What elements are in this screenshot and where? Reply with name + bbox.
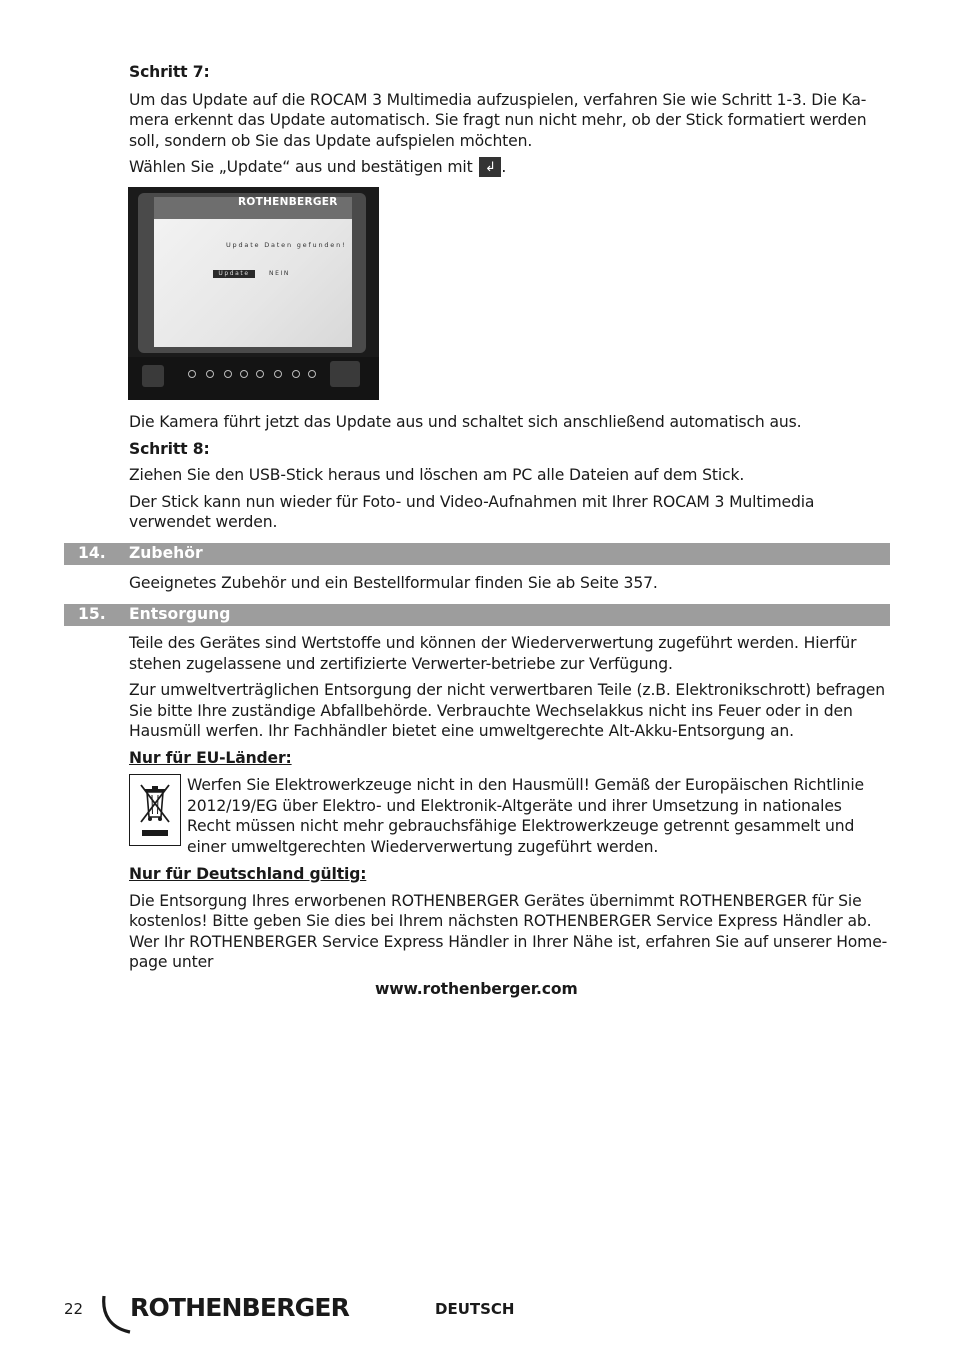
section-14-text: Geeignetes Zubehör und ein Bestellformular finden Sie ab Seite 357. <box>129 574 658 592</box>
eu-line2: 2012/19/EG über Elektro- und Elektronik-Altgeräte und ihrer Umsetzung in nationales <box>187 796 842 815</box>
camera-button-icon <box>256 370 264 378</box>
germany-block <box>129 864 889 999</box>
step8-heading: Schritt 8: <box>129 439 210 458</box>
step7-para1-line1: Um das Update auf die ROCAM 3 Multimedia aufzuspielen, verfahren Sie wie Schritt 1-3. Die Ka- <box>129 90 867 109</box>
step7-para1-line3: soll, sondern ob Sie das Update aufspielen möchten. <box>129 131 533 150</box>
section-14-bar <box>64 543 890 565</box>
page-number: 22 <box>64 1300 84 1318</box>
screen-message: Update Daten gefunden! <box>226 241 347 249</box>
step7-para1-line2: mera erkennt das Update automatisch. Sie fragt nun nicht mehr, ob der Stick formatiert werden <box>129 111 867 129</box>
camera-photo <box>128 187 379 400</box>
camera-knob-left <box>142 365 164 387</box>
camera-button-icon <box>292 370 300 378</box>
step7-heading: Schritt 7: <box>129 63 210 81</box>
camera-button-icon <box>224 370 232 378</box>
after-image-text: Die Kamera führt jetzt das Update aus und schaltet sich anschließend automatisch aus. <box>129 413 802 431</box>
camera-button-icon <box>206 370 214 378</box>
screen-brand: ROTHENBERGER <box>238 196 338 208</box>
section-15-title: Entsorgung <box>129 605 231 623</box>
camera-controls <box>128 357 379 400</box>
step7-block <box>129 62 889 178</box>
camera-knob-right <box>330 361 360 387</box>
weee-bin-icon <box>129 774 181 846</box>
footer-logo: ROTHENBERGER <box>130 1293 350 1322</box>
eu-heading: Nur für EU-Länder: <box>129 748 292 767</box>
de-line4: page unter <box>129 953 214 971</box>
s15-para2-line2: Sie bitte Ihre zuständige Abfallbehörde. Verbrauchte Wechselakkus nicht ins Feuer oder in den <box>129 701 853 720</box>
step8-block <box>129 412 889 533</box>
section-15-bar <box>64 604 890 626</box>
de-heading: Nur für Deutschland gültig: <box>129 865 367 883</box>
section-15-number: 15. <box>78 605 106 623</box>
footer-language: DEUTSCH <box>435 1300 515 1318</box>
eu-line4: einer umweltgerechten Wiederverwertung zugeführt werden. <box>187 837 659 856</box>
eu-text-block <box>187 775 887 857</box>
section-14-number: 14. <box>78 544 106 562</box>
eu-line3: Recht müssen nicht mehr gebrauchsfähige Elektrowerkzeuge getrennt gesammelt und <box>187 817 855 835</box>
step8-para1: Ziehen Sie den USB-Stick heraus und löschen am PC alle Dateien auf dem Stick. <box>129 466 745 484</box>
eu-line1: Werfen Sie Elektrowerkzeuge nicht in den Hausmüll! Gemäß der Europäischen Richtlinie <box>187 776 864 794</box>
section-15-body <box>129 633 889 768</box>
step7-para2: Wählen Sie „Update“ aus und bestätigen mit ↲ . <box>129 158 507 176</box>
camera-button-icon <box>240 370 248 378</box>
de-line1: Die Entsorgung Ihres erworbenen ROTHENBERGER Gerätes übernimmt ROTHENBERGER für Sie <box>129 891 862 910</box>
de-line3: Wer Ihr ROTHENBERGER Service Express Händler in Ihrer Nähe ist, erfahren Sie auf unserer Home- <box>129 932 888 951</box>
section-14-title: Zubehör <box>129 544 203 562</box>
camera-button-icon <box>274 370 282 378</box>
s15-para1-line1: Teile des Gerätes sind Wertstoffe und können der Wiederverwertung zugeführt werden. Hierfür <box>129 634 857 652</box>
s15-para1-line2: stehen zugelassene und zertifizierte Verwerter-betriebe zur Verfügung. <box>129 654 673 673</box>
website-url: www.rothenberger.com <box>375 979 578 998</box>
de-line2: kostenlos! Bitte geben Sie dies bei Ihrem nächsten ROTHENBERGER Service Express Händler ab. <box>129 912 872 930</box>
camera-button-icon <box>308 370 316 378</box>
step8-para2-line2: verwendet werden. <box>129 513 278 531</box>
power-button-icon <box>188 370 196 378</box>
enter-key-icon: ↲ <box>479 157 501 177</box>
camera-screen <box>154 197 352 347</box>
s15-para2-line3: Hausmüll werfen. Ihr Fachhändler bietet eine umweltgerechte Alt-Akku-Entsorgung an. <box>129 722 794 740</box>
step8-para2-line1: Der Stick kann nun wieder für Foto- und Video-Aufnahmen mit Ihrer ROCAM 3 Multimedia <box>129 492 815 511</box>
screen-option-nein: NEIN <box>269 270 290 277</box>
screen-option-update: Update <box>213 270 255 278</box>
s15-para2-line1: Zur umweltverträglichen Entsorgung der nicht verwertbaren Teile (z.B. Elektronikschrott) befragen <box>129 681 885 699</box>
